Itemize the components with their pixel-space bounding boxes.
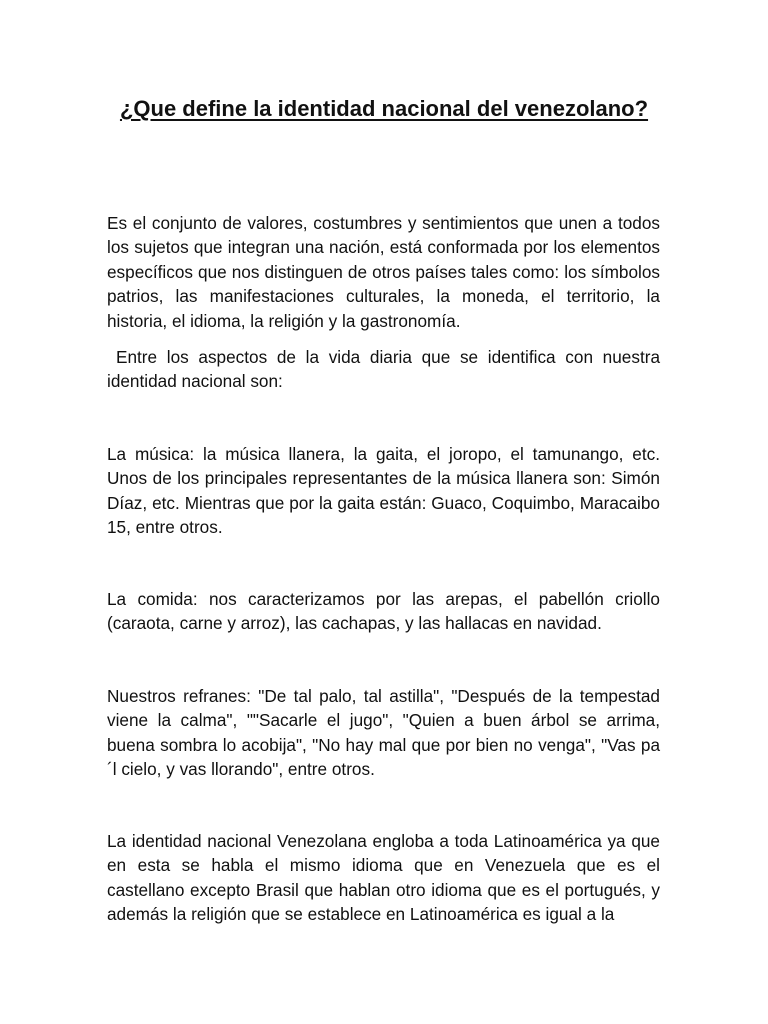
paragraph-sayings: Nuestros refranes: "De tal palo, tal astilla", "Después de la tempestad viene la calma", ""Sacarle el jugo", "Quien a buen árbol se arrima, buena sombra lo acobija", "No hay mal que por bien no venga", "Vas pa´l cielo, y vas llorando", entre otros.	[107, 686, 660, 780]
paragraph-food: La comida: nos caracterizamos por las arepas, el pabellón criollo (caraota, carne y arroz), las cachapas, y las hallacas en navidad.	[107, 589, 660, 634]
document-title: ¿Que define la identidad nacional del venezolano?	[119, 96, 649, 121]
paragraph-latin-america: La identidad nacional Venezolana engloba a toda Latinoamérica ya que en esta se habla el mismo idioma que en Venezuela que es el castellano excepto Brasil que hablan otro idioma que es el portugués, y además la religión que se establece en Latinoamérica es igual a la	[107, 831, 660, 925]
paragraph-aspects-intro: Entre los aspectos de la vida diaria que se identifica con nuestra identidad nacional son:	[107, 347, 660, 392]
paragraph-music: La música: la música llanera, la gaita, el joropo, el tamunango, etc. Unos de los principales representantes de la música llanera son: Simón Díaz, etc. Mientras que por la gaita están: Guaco, Coquimbo, Maracaibo 15, entre otros.	[107, 444, 660, 538]
paragraph-definition: Es el conjunto de valores, costumbres y sentimientos que unen a todos los sujetos que integran una nación, está conformada por los elementos específicos que nos distinguen de otros países tales como: los símbolos patrios, las manifestaciones culturales, la moneda, el territorio, la historia, el idioma, la religión y la gastronomía.	[107, 213, 660, 331]
